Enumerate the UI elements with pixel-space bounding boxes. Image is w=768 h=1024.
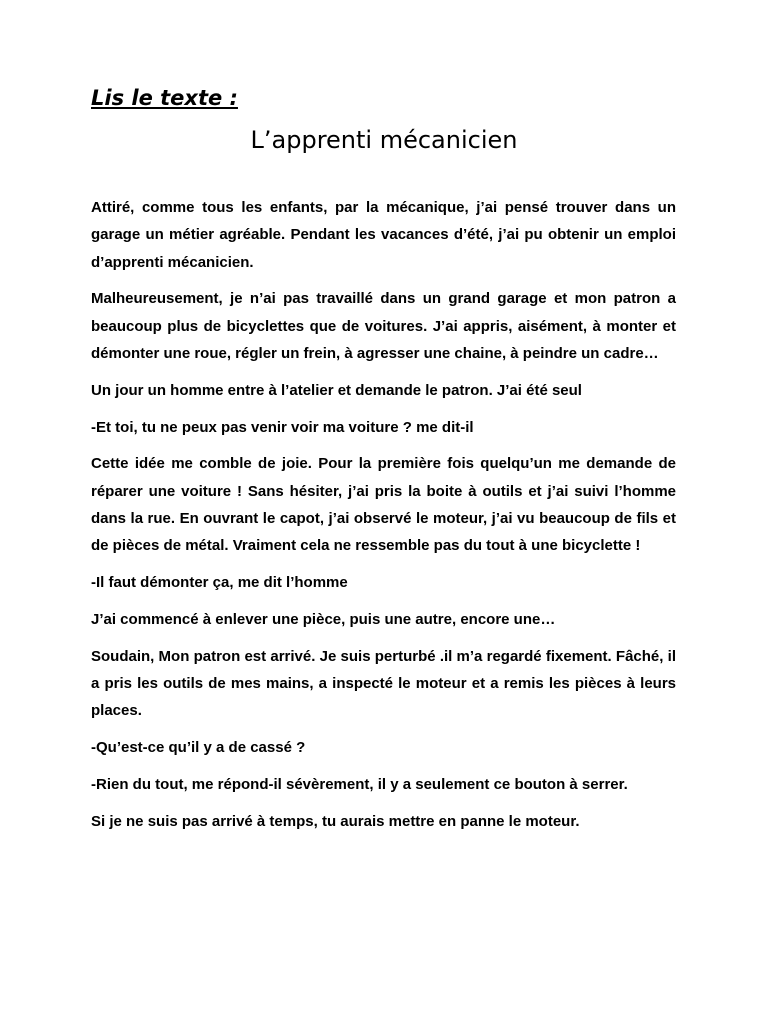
paragraph-10: -Rien du tout, me répond-il sévèrement, il y a seulement ce bouton à serrer. xyxy=(91,775,628,793)
text-body xyxy=(91,194,676,844)
instruction-heading: Lis le texte : xyxy=(91,86,238,110)
text-title: L’apprenti mécanicien xyxy=(250,126,518,154)
paragraph-7: J’ai commencé à enlever une pièce, puis une autre, encore une… xyxy=(91,610,556,628)
paragraph-5: Cette idée me comble de joie. Pour la première fois quelqu’un me demande de réparer une voiture ! Sans hésiter, j’ai pris la boite à outils et j’ai suivi l’homme dans la rue. En ouvrant le capot, j’ai observé le moteur, j’ai vu beaucoup de fils et de pièces de métal. Vraiment cela ne ressemble pas du tout à une bicyclette ! xyxy=(91,455,676,555)
paragraph-3: Un jour un homme entre à l’atelier et demande le patron. J’ai été seul xyxy=(91,381,582,399)
paragraph-6: -Il faut démonter ça, me dit l’homme xyxy=(91,574,348,592)
paragraph-8: Soudain, Mon patron est arrivé. Je suis perturbé .il m’a regardé fixement. Fâché, il a pris les outils de mes mains, a inspecté le moteur et a remis les pièces à leurs places. xyxy=(91,647,676,720)
paragraph-1: Attiré, comme tous les enfants, par la mécanique, j’ai pensé trouver dans un garage un métier agréable. Pendant les vacances d’été, j’ai pu obtenir un emploi d’apprenti mécanicien. xyxy=(91,199,676,271)
paragraph-2: Malheureusement, je n’ai pas travaillé dans un grand garage et mon patron a beaucoup plus de bicyclettes que de voitures. J’ai appris, aisément, à monter et démonter une roue, régler un frein, à agresser une chaine, à peindre un cadre… xyxy=(91,290,676,362)
paragraph-11: Si je ne suis pas arrivé à temps, tu aurais mettre en panne le moteur. xyxy=(91,812,580,830)
paragraph-4: -Et toi, tu ne peux pas venir voir ma voiture ? me dit-il xyxy=(91,418,474,436)
paragraph-9: -Qu’est-ce qu’il y a de cassé ? xyxy=(91,739,306,757)
